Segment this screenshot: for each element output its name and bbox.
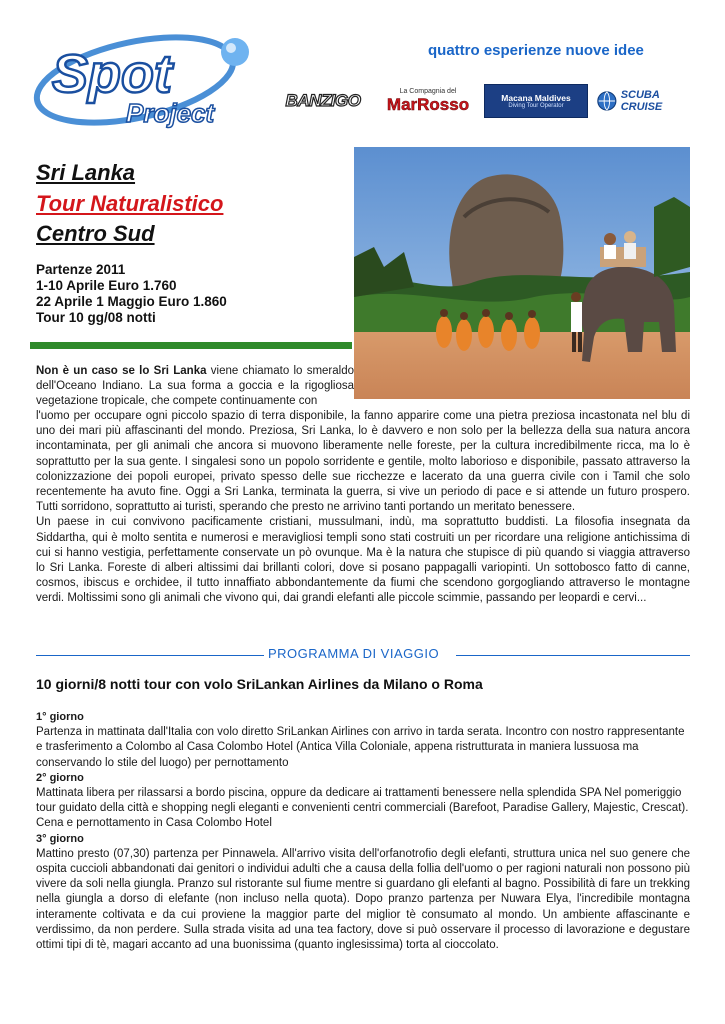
departure-may: 22 Aprile 1 Maggio Euro 1.860 [36, 294, 227, 309]
partner-banzigo [276, 84, 370, 118]
photo-illustration [354, 147, 690, 399]
day-3-label: 3° giorno [36, 832, 84, 845]
title-sri-lanka: Sri Lanka [36, 160, 136, 185]
partner-scuba-cruise [596, 84, 696, 118]
logo-graphic [30, 30, 260, 130]
intro-text-wide-1: l'uomo per occupare ogni piccolo spazio di terra disponibile, la fanno apparire come una pietra preziosa incastonata nel blu di uno dei mari più affascinanti del mondo. Preziosa, Sri Lanka, lo è davvero e non solo per la bellezza della sua natura ancora incontaminata, per gli animali che ancora si muovono liberamente nelle foreste, per la cultura incredibilmente ricca, ma lo è soprattutto per la sua gente. I singalesi sono un popolo sorridente e gentile, molto laborioso e disponibile, passato attraverso la colonizzazione dei popoli europei, privato spesso delle sue ricchezze e lacerato da una guerra civile con i Tamil che solo recentemente ha avuto fine. Oggi a Sri Lanka, terminata la guerra, si vive un periodo di pace e si attende un futuro prospero. Tutti sorridono, soprattutto ai turisti, sperando che presto ne arrivino tanti portando un meritato benessere. [36, 410, 690, 514]
day-3-text: Mattino presto (07,30) partenza per Pinnawela. All'arrivo visita dell'orfanotrofio degli elefanti, struttura unica nel suo genere che ospita cuccioli abbandonati dai genitori o individui adulti che a causa della follia dell'uomo o per ragioni naturali non possono più vivere da soli nella giungla. Pranzo sul ristorante sul fiume mentre si guardano gli elefanti al bagno. Possibilità di fare un trekking nella giungla a dorso di elefante (non incluso nella quota). Dopo pranzo partenza per Nuwara Elya, l'incredibile montagna interamente coltivata e da cui proviene la maggior parte del miglior tè consumato al mondo. Un ambiente affascinante e verdissimo, da non perdere. Sulla strada visita ad una tea factory, dove si può osservare il processo di lavorazione e degustare ottimi tipi di tè, magari accanto ad una buonissima (quanto inglesissima) torta al cioccolato. [36, 847, 690, 952]
day-2-label: 2° giorno [36, 771, 84, 784]
partner-marrosso-top: La Compagnia del [399, 87, 457, 95]
partner-macana-sub: Diving Tour Operator [508, 103, 564, 109]
spot-project-logo [30, 30, 260, 130]
program-rule-left [36, 655, 264, 656]
intro-text-wide-2: Un paese in cui convivono pacificamente cristiani, mussulmani, indù, ma soprattutto buddisti. La filosofia insegnata da Siddartha, qui è molto sentita e numerosi e meravigliosi templi sono stati costruiti un per ricordare una religione antichissima di cui si hanno vestigia, perfettamente conservate un pò ovunque. Ma è la natura che stupisce di più quando si viaggia attraverso lo Sri Lanka. Foreste di alberi altissimi dai brillanti colori, dove si posano pappagalli variopinti. Un sottobosco fatto di canne, cosmos, ibiscus e orchidee, il tutto innaffiato abbondantemente da fiumi che scendono gorgogliando attraverso le montagne verdi. Moltissimi sono gli animali che vivono qui, dai grandi elefanti alle piccole scimmie, passando per leopardi e cervi... [36, 516, 690, 605]
tour-duration: Tour 10 gg/08 notti [36, 310, 156, 325]
title-tour-naturalistico: Tour Naturalistico [36, 191, 224, 216]
partner-scuba-label: SCUBA CRUISE [620, 89, 663, 113]
partner-logos [276, 84, 696, 118]
program-heading: PROGRAMMA DI VIAGGIO [268, 646, 440, 661]
day-1-label: 1° giorno [36, 711, 84, 723]
partner-marrosso [382, 84, 474, 118]
departure-april: 1-10 Aprile Euro 1.760 [36, 278, 177, 293]
intro-text-narrow: viene chiamato lo smeraldo dell'Oceano Indiano. La sua forma a goccia e la rigogliosa vegetazione tropicale, che compete continuamente con [36, 365, 355, 408]
itinerary [36, 710, 690, 953]
sigiriya-elephant-photo [354, 147, 690, 399]
logo-text-top: Spot [52, 44, 172, 104]
logo-text-bottom: Project [126, 98, 215, 128]
partner-banzigo-label: BANZIGO [285, 91, 361, 110]
globe-icon [596, 89, 618, 113]
partner-marrosso-label: MarRosso [386, 94, 470, 114]
intro-lead: Non è un caso se lo Sri Lanka [36, 365, 207, 377]
green-divider [30, 342, 352, 349]
program-subtitle: 10 giorni/8 notti tour con volo SriLankan Airlines da Milano o Roma [36, 676, 483, 692]
day-1-text: Partenza in mattinata dall'Italia con volo diretto SriLankan Airlines con arrivo in tarda serata. Incontro con nostro rappresentante e trasferimento a Colombo al Casa Colombo Hotel (Antica Villa Coloniale, appena ristrutturata in maniera lussuosa ma conservando lo stile del luogo) per pernottamento [36, 726, 685, 769]
departures-year: Partenze 2011 [36, 262, 126, 277]
intro-paragraph-narrow [36, 364, 354, 410]
day-2-text: Mattinata libera per rilassarsi a bordo piscina, oppure da dedicare ai trattamenti benessere nella splendida SPA Nel pomeriggio tour guidato della città e shopping negli eleganti e convenienti centri commerciali (Barefoot, Paradise Gallery, Majestic, Crescat). Cena e pernottamento in Casa Colombo Hotel [36, 787, 689, 830]
program-rule-right [456, 655, 690, 656]
title-centro-sud: Centro Sud [36, 221, 155, 246]
partner-macana-label: Macana Maldives [501, 93, 571, 103]
partner-macana [484, 84, 588, 118]
tagline: quattro esperienze nuove idee [428, 42, 644, 59]
intro-paragraph-wide [36, 409, 690, 607]
departures-block [36, 262, 227, 326]
